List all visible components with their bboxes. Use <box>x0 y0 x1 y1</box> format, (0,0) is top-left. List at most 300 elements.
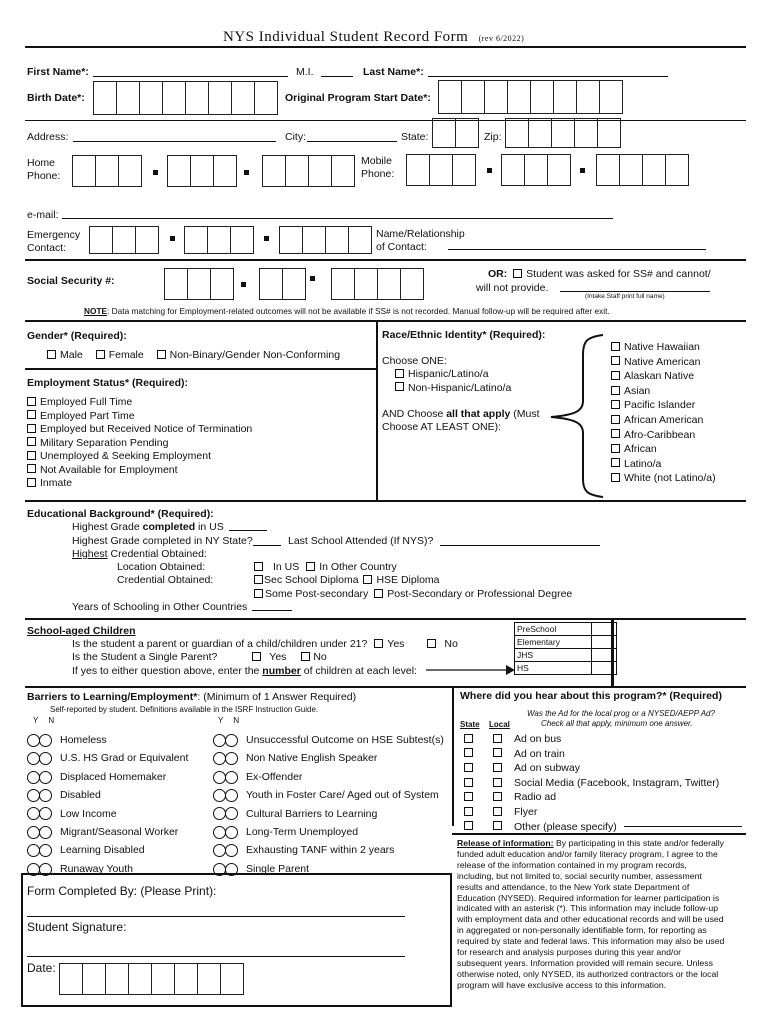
some-post-label: Some Post-secondary <box>265 588 369 600</box>
release-line: otherwise noted, only NYSED, its authorized contractors or the local <box>457 968 719 979</box>
barrier-no-radio[interactable] <box>225 844 238 857</box>
zip-box[interactable] <box>597 118 621 148</box>
digit-box[interactable] <box>348 226 372 254</box>
phone-dash <box>153 170 158 175</box>
yn-right <box>218 716 239 725</box>
barrier-label: U.S. HS Grad or Equivalent <box>60 752 189 765</box>
hear-local-checkbox[interactable] <box>493 778 502 787</box>
digit-box[interactable] <box>596 154 620 186</box>
years-other-label: Years of Schooling in Other Countries <box>72 601 248 613</box>
will-not-provide: will not provide. <box>476 282 549 294</box>
barrier-item <box>27 823 188 841</box>
digit-box[interactable] <box>112 226 136 254</box>
race-checkbox[interactable] <box>611 444 620 453</box>
last-name-field[interactable] <box>428 76 668 77</box>
ssn-dash <box>310 276 315 281</box>
digit-box[interactable] <box>167 155 191 187</box>
years-other-field[interactable] <box>252 610 292 611</box>
race-checkbox[interactable] <box>611 342 620 351</box>
digit-box[interactable] <box>331 268 355 300</box>
date-box[interactable] <box>151 963 175 995</box>
gender-female-checkbox[interactable] <box>96 350 105 359</box>
barrier-item <box>213 823 444 841</box>
hear-option <box>464 805 719 820</box>
city-field[interactable] <box>307 141 397 142</box>
hear-state-checkbox[interactable] <box>464 734 473 743</box>
date-box[interactable] <box>484 80 508 114</box>
race-option-label: Asian <box>624 384 651 397</box>
race-option-label: Latino/a <box>624 457 662 470</box>
date-box[interactable] <box>197 963 221 995</box>
barrier-no-radio[interactable] <box>39 789 52 802</box>
ssn-refused-checkbox[interactable] <box>513 269 522 278</box>
employment-checkbox[interactable] <box>27 397 36 406</box>
employment-checkbox[interactable] <box>27 410 36 419</box>
hear-option-label: Flyer <box>514 805 538 818</box>
zip-boxes[interactable] <box>505 118 620 148</box>
release-line: release of the information contained in my program records, <box>457 859 687 870</box>
barrier-item <box>27 786 188 804</box>
hispanic-checkbox[interactable] <box>395 369 404 378</box>
hear-option-label: Ad on train <box>514 747 565 760</box>
digit-box[interactable] <box>190 155 214 187</box>
name-relationship-field[interactable] <box>448 249 706 250</box>
mi-label: M.I. <box>296 66 314 78</box>
hear-state-checkbox[interactable] <box>464 792 473 801</box>
signature-date-boxes[interactable] <box>59 963 243 995</box>
last-school-label: Last School Attended (If NYS)? <box>288 535 434 547</box>
ssn-refused-text: Student was asked for SS# and cannot/ <box>526 268 711 280</box>
home-phone-label-1: Home <box>27 157 56 169</box>
hg-ny-field[interactable] <box>253 545 281 546</box>
hear-option-label: Ad on bus <box>514 733 562 745</box>
mobile-phone-label-1: Mobile <box>361 155 392 167</box>
employment-option-label: Employed but Received Notice of Termination <box>40 423 253 435</box>
employment-option <box>27 464 252 478</box>
date-box[interactable] <box>553 80 577 114</box>
employment-option <box>27 477 252 491</box>
in-us-checkbox[interactable] <box>254 562 263 571</box>
level-row <box>515 662 617 675</box>
or-label: OR: <box>488 268 508 280</box>
hear-note-1: Was the Ad for the local prog or a NYSED/AEPP Ad? <box>527 709 715 718</box>
barrier-label: Unsuccessful Outcome on HSE Subtest(s) <box>246 734 444 746</box>
all-that-apply: all that apply <box>446 408 511 420</box>
hse-checkbox[interactable] <box>363 575 372 584</box>
ssn-dash <box>241 282 246 287</box>
race-checkbox[interactable] <box>611 473 620 482</box>
date-label: Date: <box>27 961 56 975</box>
choose-one: Choose ONE: <box>382 355 447 367</box>
digit-box[interactable] <box>230 226 254 254</box>
hear-option <box>464 776 719 791</box>
barrier-item <box>213 841 444 859</box>
state-box[interactable] <box>455 118 479 148</box>
barrier-label: Disabled <box>60 789 101 802</box>
date-box[interactable] <box>254 81 278 115</box>
barrier-no-radio[interactable] <box>39 844 52 857</box>
and-choose <box>382 408 540 434</box>
name-rel-label-2: of Contact: <box>376 241 427 253</box>
employment-option <box>27 450 252 464</box>
hse-label: HSE Diploma <box>376 574 440 586</box>
q1-no-label: No <box>444 638 458 650</box>
children-q2 <box>72 651 327 663</box>
digit-box[interactable] <box>72 155 96 187</box>
barrier-label: Ex-Offender <box>246 770 303 783</box>
completed-by-label: Form Completed By: (Please Print): <box>27 884 217 898</box>
mobile-phone-label <box>361 155 394 181</box>
release-body <box>457 838 724 990</box>
zip-box[interactable] <box>551 118 575 148</box>
n-label: N <box>233 716 240 725</box>
digit-box[interactable] <box>118 155 142 187</box>
barrier-no-radio[interactable] <box>225 826 238 839</box>
emergency-label-1: Emergency <box>27 229 81 241</box>
name-relationship-label <box>376 228 465 254</box>
q2-no-label: No <box>313 651 327 663</box>
race-checkbox[interactable] <box>611 415 620 424</box>
q2-text: Is the Student a Single Parent? <box>72 651 218 663</box>
release-line: By participating in this state and/or federally <box>553 838 725 848</box>
signature-label: Student Signature: <box>27 920 127 934</box>
form-title-text: NYS Individual Student Record Form <box>223 29 469 45</box>
barriers-right-list <box>213 731 444 878</box>
y-label: Y <box>218 716 224 725</box>
barriers-heading: Barriers to Learning/Employment*: (Minimum of 1 Answer Required) <box>27 691 357 703</box>
digit-box[interactable] <box>210 268 234 300</box>
digit-box[interactable] <box>184 226 208 254</box>
hg-ny-label: Highest Grade completed in NY State? <box>72 535 253 547</box>
hear-heading: Where did you hear about this program?* (Required) <box>460 690 722 702</box>
digit-box[interactable] <box>501 154 525 186</box>
barrier-item <box>27 749 188 767</box>
ethnicity-options <box>395 368 511 395</box>
address-label: Address: <box>27 131 69 143</box>
name-rel-label-1: Name/Relationship <box>376 228 465 240</box>
date-box[interactable] <box>82 963 106 995</box>
date-box[interactable] <box>461 80 485 114</box>
and-choose-1: AND Choose <box>382 408 447 420</box>
date-box[interactable] <box>530 80 554 114</box>
release-line: for research and analysis purposes during this year and/or <box>457 947 682 958</box>
q2-yes-checkbox[interactable] <box>252 652 261 661</box>
hear-local-checkbox[interactable] <box>493 763 502 772</box>
employment-option <box>27 410 252 424</box>
date-box[interactable] <box>59 963 83 995</box>
race-option <box>611 457 716 472</box>
education-heading: Educational Background* (Required): <box>27 508 214 520</box>
employment-checkbox[interactable] <box>27 437 36 446</box>
hear-state-checkbox[interactable] <box>464 763 473 772</box>
date-box[interactable] <box>208 81 232 115</box>
hear-other-field[interactable] <box>624 826 742 827</box>
email-field[interactable] <box>62 218 613 219</box>
employment-option-label: Employed Full Time <box>40 396 133 408</box>
date-box[interactable] <box>231 81 255 115</box>
race-option <box>611 428 716 443</box>
race-option <box>611 340 716 355</box>
hear-local-checkbox[interactable] <box>493 807 502 816</box>
race-checkbox[interactable] <box>611 356 620 365</box>
program-start-boxes[interactable] <box>438 80 622 114</box>
mi-field[interactable] <box>321 76 353 77</box>
employment-list <box>27 396 252 491</box>
zip-box[interactable] <box>574 118 598 148</box>
race-option <box>611 471 716 486</box>
race-checkbox[interactable] <box>611 400 620 409</box>
hear-note-2: Check all that apply, minimum one answer. <box>541 719 693 728</box>
q3-text-c: of children at each level: <box>300 665 417 677</box>
hg-us-1: Highest Grade <box>72 521 143 533</box>
intake-staff-label: (Intake Staff print full name) <box>585 293 665 300</box>
barrier-no-radio[interactable] <box>39 734 52 747</box>
digit-box[interactable] <box>452 154 476 186</box>
form-title <box>223 29 524 46</box>
barrier-no-radio[interactable] <box>39 752 52 765</box>
employment-option-label: Employed Part Time <box>40 409 135 422</box>
ssn-boxes[interactable] <box>164 268 423 300</box>
n-label: N <box>48 716 55 725</box>
hg-us-field[interactable] <box>229 530 267 531</box>
other-country-checkbox[interactable] <box>306 562 315 571</box>
barriers-left-list <box>27 731 188 878</box>
date-box[interactable] <box>438 80 462 114</box>
employment-option-label: Military Separation Pending <box>40 436 169 449</box>
birth-date-boxes[interactable] <box>93 81 277 115</box>
barrier-item <box>213 786 444 804</box>
employment-option <box>27 437 252 451</box>
ssn-refused <box>488 268 711 280</box>
post-prof-checkbox[interactable] <box>374 589 383 598</box>
digit-box[interactable] <box>207 226 231 254</box>
hear-state-checkbox[interactable] <box>464 807 473 816</box>
digit-box[interactable] <box>135 226 159 254</box>
hear-state-checkbox[interactable] <box>464 821 473 830</box>
digit-box[interactable] <box>354 268 378 300</box>
completed-by-field[interactable] <box>27 916 405 917</box>
date-box[interactable] <box>220 963 244 995</box>
gender-male-label: Male <box>60 349 83 361</box>
home-phone-label-2: Phone: <box>27 170 61 182</box>
credential-label: Credential Obtained: <box>117 574 214 586</box>
barrier-label: Learning Disabled <box>60 844 145 857</box>
digit-box[interactable] <box>400 268 424 300</box>
q1-yes-label: Yes <box>387 638 405 650</box>
digit-box[interactable] <box>429 154 453 186</box>
employment-checkbox[interactable] <box>27 451 36 460</box>
emergency-phone-boxes[interactable] <box>89 226 371 254</box>
race-option-label: African American <box>624 413 704 426</box>
zip-label: Zip: <box>484 131 502 143</box>
digit-box[interactable] <box>262 155 286 187</box>
hear-option-label: Radio ad <box>514 791 557 804</box>
barrier-label: Low Income <box>60 807 117 820</box>
q3-text-b: number <box>262 665 301 677</box>
employment-checkbox[interactable] <box>27 478 36 487</box>
date-box[interactable] <box>116 81 140 115</box>
race-option <box>611 355 716 370</box>
digit-box[interactable] <box>308 155 332 187</box>
digit-box[interactable] <box>213 155 237 187</box>
race-heading: Race/Ethnic Identity* (Required): <box>382 329 546 341</box>
barrier-no-radio[interactable] <box>225 789 238 802</box>
city-label: City: <box>285 131 306 143</box>
intake-staff-field[interactable] <box>560 291 710 292</box>
digit-box[interactable] <box>95 155 119 187</box>
race-checkbox[interactable] <box>611 429 620 438</box>
some-post-checkbox[interactable] <box>254 589 263 598</box>
q2-no-checkbox[interactable] <box>301 652 310 661</box>
digit-box[interactable] <box>89 226 113 254</box>
date-box[interactable] <box>507 80 531 114</box>
level-row <box>515 623 617 636</box>
other-country-label: In Other Country <box>319 561 397 573</box>
mobile-phone-label-2: Phone: <box>361 168 395 180</box>
date-box[interactable] <box>93 81 117 115</box>
and-choose-3: Choose AT LEAST ONE): <box>382 421 502 433</box>
employment-option <box>27 396 252 410</box>
barrier-no-radio[interactable] <box>225 734 238 747</box>
sec-school-checkbox[interactable] <box>254 575 263 584</box>
first-name-field[interactable] <box>93 76 288 77</box>
date-box[interactable] <box>105 963 129 995</box>
employment-option-label: Not Available for Employment <box>40 463 178 476</box>
digit-box[interactable] <box>302 226 326 254</box>
digit-box[interactable] <box>665 154 689 186</box>
date-box[interactable] <box>128 963 152 995</box>
digit-box[interactable] <box>285 155 309 187</box>
home-phone-boxes[interactable] <box>72 155 354 187</box>
digit-box[interactable] <box>282 268 306 300</box>
digit-box[interactable] <box>325 226 349 254</box>
ssn-note <box>84 306 610 316</box>
credential-obtained: Credential Obtained: <box>107 548 207 560</box>
ssn-label: Social Security #: <box>27 275 115 287</box>
barrier-no-radio[interactable] <box>39 807 52 820</box>
last-school-field[interactable] <box>440 545 600 546</box>
mobile-phone-boxes[interactable] <box>406 154 688 186</box>
hear-local-checkbox[interactable] <box>493 734 502 743</box>
level-jhs: JHS <box>515 649 592 662</box>
phone-dash <box>170 236 175 241</box>
address-field[interactable] <box>73 141 276 142</box>
gender-nonbinary-checkbox[interactable] <box>157 350 166 359</box>
hear-list <box>464 732 719 834</box>
release-line: indicated with an asterisk (*). This information may include follow-up <box>457 903 719 914</box>
form-revision: (rev 6/2022) <box>478 34 525 43</box>
hear-state-checkbox[interactable] <box>464 778 473 787</box>
date-box[interactable] <box>576 80 600 114</box>
state-box[interactable] <box>432 118 456 148</box>
digit-box[interactable] <box>187 268 211 300</box>
children-q3 <box>72 665 417 677</box>
employment-checkbox[interactable] <box>27 464 36 473</box>
date-box[interactable] <box>162 81 186 115</box>
state-boxes[interactable] <box>432 118 478 148</box>
signature-field[interactable] <box>27 956 405 957</box>
digit-box[interactable] <box>331 155 355 187</box>
gender-heading: Gender* (Required): <box>27 330 127 342</box>
barrier-label: Homeless <box>60 734 107 746</box>
credential-options-1 <box>254 574 440 586</box>
digit-box[interactable] <box>547 154 571 186</box>
date-box[interactable] <box>599 80 623 114</box>
release-label: Release of information: <box>457 838 554 848</box>
program-start-label: Original Program Start Date*: <box>285 92 431 104</box>
home-phone-label <box>27 157 60 183</box>
emergency-label-2: Contact: <box>27 242 67 254</box>
release-line: results and attendance, to the New York state Department of <box>457 881 690 892</box>
date-box[interactable] <box>185 81 209 115</box>
local-label: Local <box>489 720 510 729</box>
race-option <box>611 384 716 399</box>
date-box[interactable] <box>139 81 163 115</box>
release-paragraph <box>457 838 724 991</box>
barrier-no-radio[interactable] <box>225 752 238 765</box>
yn-left <box>33 716 54 725</box>
digit-box[interactable] <box>642 154 666 186</box>
race-option-label: Afro-Caribbean <box>624 428 696 441</box>
gender-options <box>47 349 340 361</box>
location-options <box>254 561 397 573</box>
barrier-item <box>213 805 444 823</box>
hear-local-checkbox[interactable] <box>493 748 502 757</box>
race-option-label: Native Hawaiian <box>624 341 700 353</box>
race-checkbox[interactable] <box>611 386 620 395</box>
hear-option <box>464 790 719 805</box>
hear-state-checkbox[interactable] <box>464 748 473 757</box>
digit-box[interactable] <box>619 154 643 186</box>
date-box[interactable] <box>174 963 198 995</box>
barrier-no-radio[interactable] <box>225 807 238 820</box>
race-checkbox[interactable] <box>611 458 620 467</box>
release-line: subsequent years. Information provided will remain secure. Unless <box>457 957 713 968</box>
barrier-no-radio[interactable] <box>39 826 52 839</box>
digit-box[interactable] <box>406 154 430 186</box>
q1-yes-checkbox[interactable] <box>374 639 383 648</box>
zip-box[interactable] <box>505 118 529 148</box>
q1-no-checkbox[interactable] <box>427 639 436 648</box>
digit-box[interactable] <box>259 268 283 300</box>
barrier-label: Cultural Barriers to Learning <box>246 807 378 820</box>
race-option-label: Alaskan Native <box>624 370 695 383</box>
gender-male-checkbox[interactable] <box>47 350 56 359</box>
hear-local-checkbox[interactable] <box>493 792 502 801</box>
zip-box[interactable] <box>528 118 552 148</box>
state-label: State <box>460 720 480 729</box>
non-hispanic-checkbox[interactable] <box>395 382 404 391</box>
race-checkbox[interactable] <box>611 371 620 380</box>
barrier-no-radio[interactable] <box>225 771 238 784</box>
birth-date-label: Birth Date*: <box>27 92 85 104</box>
release-line: including, but not limited to, social security number, assessment <box>457 870 702 881</box>
digit-box[interactable] <box>524 154 548 186</box>
highest-underlined: Highest <box>72 548 108 560</box>
digit-box[interactable] <box>279 226 303 254</box>
barrier-item <box>27 805 188 823</box>
children-heading: School-aged Children <box>27 625 136 637</box>
employment-checkbox[interactable] <box>27 424 36 433</box>
employment-option-label: Inmate <box>40 477 73 489</box>
digit-box[interactable] <box>164 268 188 300</box>
digit-box[interactable] <box>377 268 401 300</box>
hg-us-bold: completed <box>142 521 196 533</box>
release-line: Education (NYSED). Required information for learner participation is <box>457 892 720 903</box>
hear-local-checkbox[interactable] <box>493 821 502 830</box>
barrier-no-radio[interactable] <box>39 771 52 784</box>
level-row <box>515 636 617 649</box>
